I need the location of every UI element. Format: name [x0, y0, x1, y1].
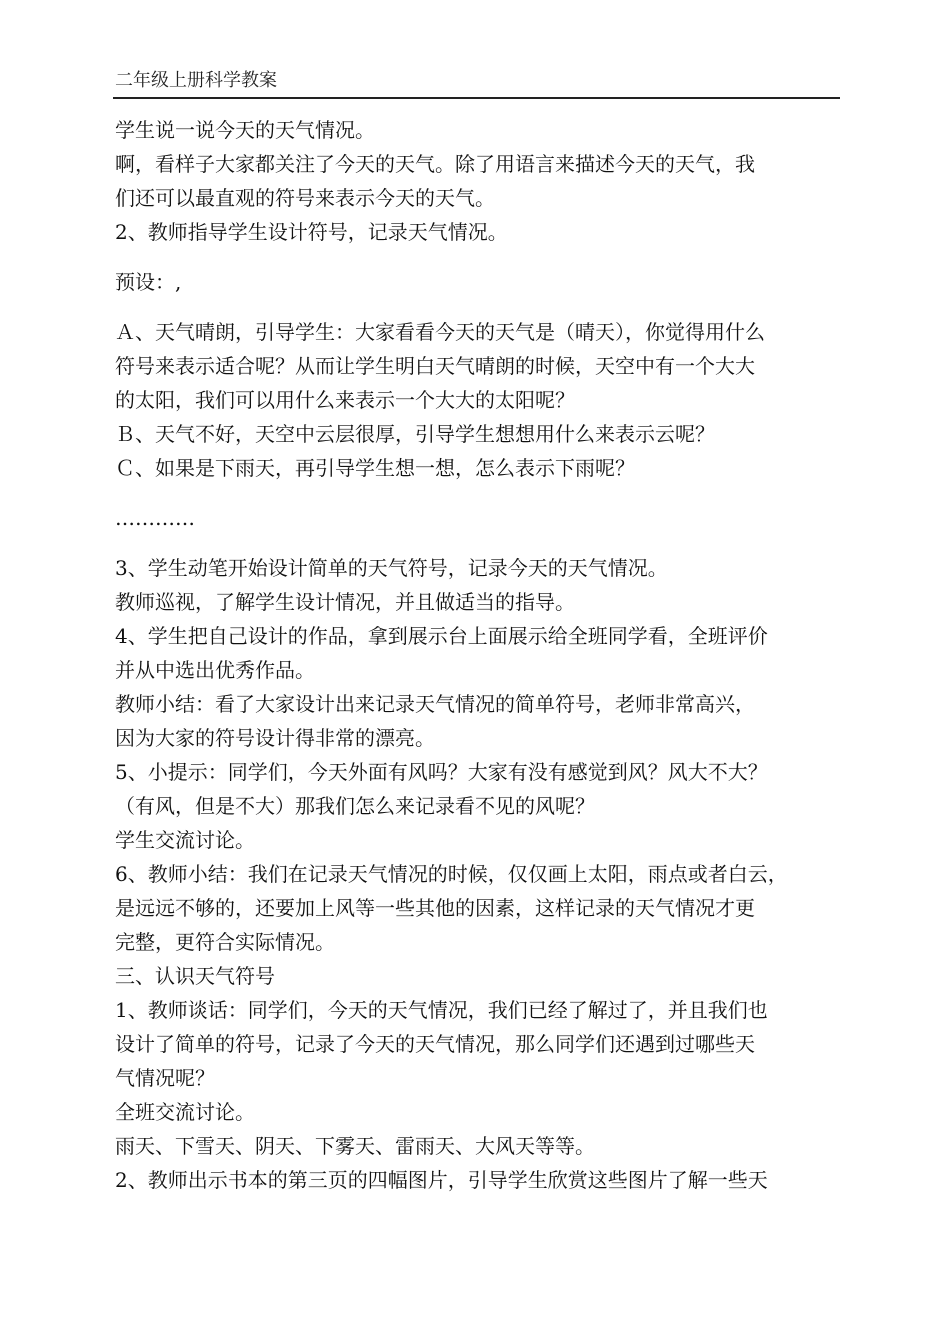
text-line: 学生说一说今天的天气情况。: [115, 118, 375, 142]
page-header: [113, 67, 840, 99]
text-line: Ｃ、如果是下雨天，再引导学生想一想，怎么表示下雨呢？: [115, 456, 635, 480]
text-line: 预设：,: [115, 270, 182, 294]
text-line: 全班交流讨论。: [115, 1100, 255, 1124]
text-line: 的太阳，我们可以用什么来表示一个大大的太阳呢？: [115, 388, 575, 412]
text-line: 4、学生把自己设计的作品，拿到展示台上面展示给全班同学看，全班评价: [115, 624, 768, 648]
text-line: （有风，但是不大）那我们怎么来记录看不见的风呢？: [115, 794, 595, 818]
text-line: 符号来表示适合呢？从而让学生明白天气晴朗的时候，天空中有一个大大: [115, 354, 755, 378]
text-line: 们还可以最直观的符号来表示今天的天气。: [115, 186, 495, 210]
paragraph-gap: [115, 485, 840, 501]
paragraph-gap: [115, 535, 840, 551]
text-line: 教师小结：看了大家设计出来记录天气情况的简单符号，老师非常高兴，: [115, 692, 755, 716]
text-line: 是远远不够的，还要加上风等一些其他的因素，这样记录的天气情况才更: [115, 896, 755, 920]
paragraph-gap: [115, 299, 840, 315]
text-line: 5、小提示：同学们，今天外面有风吗？大家有没有感觉到风？风大不大？: [115, 760, 768, 784]
document-body: [115, 113, 840, 1197]
text-line: 完整，更符合实际情况。: [115, 930, 335, 954]
section-heading: 三、认识天气符号: [115, 964, 275, 988]
text-line: 2、教师出示书本的第三页的四幅图片，引导学生欣赏这些图片了解一些天: [115, 1168, 768, 1192]
text-line: …………: [115, 506, 195, 530]
text-line: Ａ、天气晴朗，引导学生：大家看看今天的天气是（晴天），你觉得用什么: [115, 320, 765, 344]
text-line: 并从中选出优秀作品。: [115, 658, 315, 682]
text-line: 学生交流讨论。: [115, 828, 255, 852]
text-line: Ｂ、天气不好，天空中云层很厚，引导学生想想用什么来表示云呢？: [115, 422, 715, 446]
text-line: 6、教师小结：我们在记录天气情况的时候，仅仅画上太阳，雨点或者白云，: [115, 862, 788, 886]
text-line: 2、教师指导学生设计符号，记录天气情况。: [115, 220, 508, 244]
text-line: 1、教师谈话：同学们，今天的天气情况，我们已经了解过了，并且我们也: [115, 998, 768, 1022]
text-line: 气情况呢？: [115, 1066, 215, 1090]
text-line: 啊，看样子大家都关注了今天的天气。除了用语言来描述今天的天气，我: [115, 152, 755, 176]
text-line: 设计了简单的符号，记录了今天的天气情况，那么同学们还遇到过哪些天: [115, 1032, 755, 1056]
text-line: 因为大家的符号设计得非常的漂亮。: [115, 726, 435, 750]
text-line: 雨天、下雪天、阴天、下雾天、雷雨天、大风天等等。: [115, 1134, 595, 1158]
text-line: 3、学生动笔开始设计简单的天气符号，记录今天的天气情况。: [115, 556, 668, 580]
header-title: 二年级上册科学教案: [115, 70, 277, 91]
text-line: 教师巡视，了解学生设计情况，并且做适当的指导。: [115, 590, 575, 614]
paragraph-gap: [115, 249, 840, 265]
